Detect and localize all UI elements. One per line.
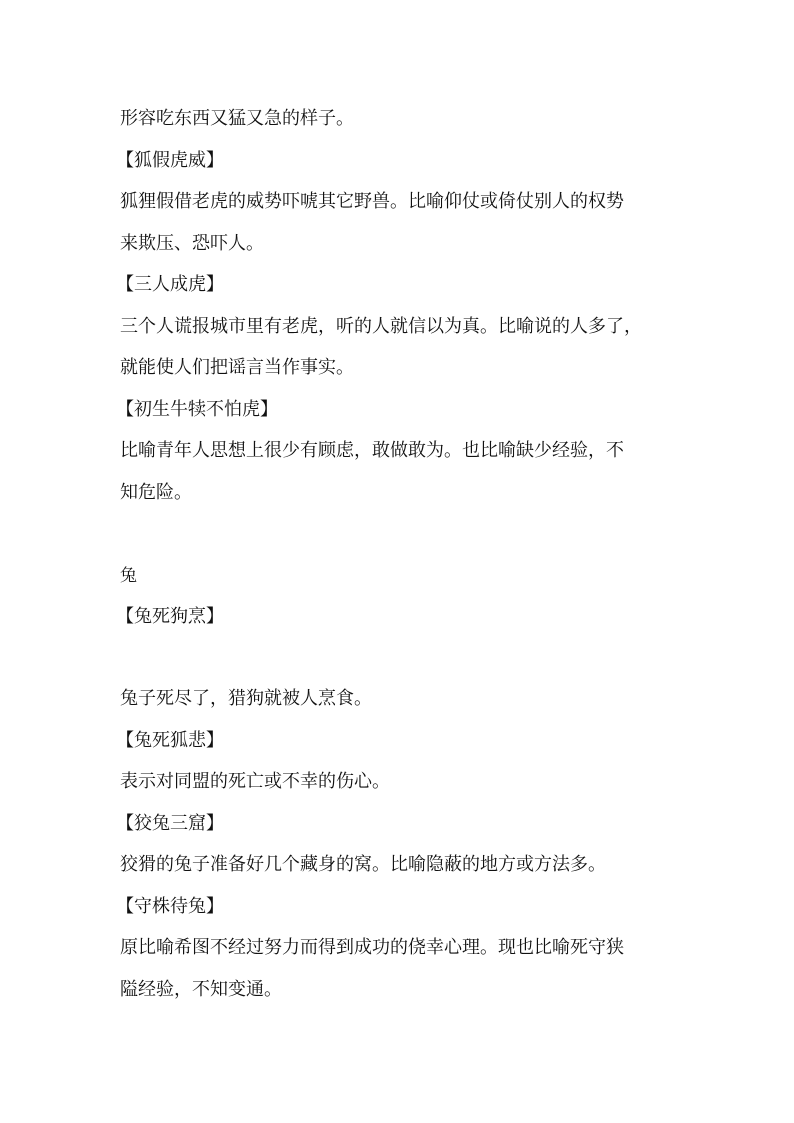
text-line: 原比喻希图不经过努力而得到成功的侥幸心理。现也比喻死守狭 — [120, 937, 624, 958]
text-line: 兔子死尽了，猎狗就被人烹食。 — [120, 688, 372, 709]
text-line: 形容吃东西又猛又急的样子。 — [120, 108, 354, 129]
idiom-title: 【初生牛犊不怕虎】 — [116, 399, 278, 420]
idiom-title: 【三人成虎】 — [116, 274, 224, 295]
text-line: 来欺压、恐吓人。 — [120, 233, 264, 254]
idiom-title: 【狡兔三窟】 — [116, 813, 224, 834]
text-line: 就能使人们把谣言当作事实。 — [120, 357, 354, 378]
text-line: 比喻青年人思想上很少有顾虑，敢做敢为。也比喻缺少经验，不 — [120, 440, 624, 461]
text-line: 隘经验，不知变通。 — [120, 979, 282, 1000]
idiom-title: 【兔死狐悲】 — [116, 730, 224, 751]
text-line: 知危险。 — [120, 482, 192, 503]
text-line: 狡猾的兔子准备好几个藏身的窝。比喻隐蔽的地方或方法多。 — [120, 854, 606, 875]
text-line: 狐狸假借老虎的威势吓唬其它野兽。比喻仰仗或倚仗别人的权势 — [120, 191, 624, 212]
idiom-title: 【狐假虎威】 — [116, 150, 224, 171]
section-heading: 兔 — [120, 566, 137, 586]
text-line: 三个人谎报城市里有老虎，听的人就信以为真。比喻说的人多了， — [120, 316, 642, 337]
text-line: 表示对同盟的死亡或不幸的伤心。 — [120, 771, 390, 792]
idiom-title: 【守株待兔】 — [116, 896, 224, 917]
idiom-title: 【兔死狗烹】 — [116, 606, 224, 627]
